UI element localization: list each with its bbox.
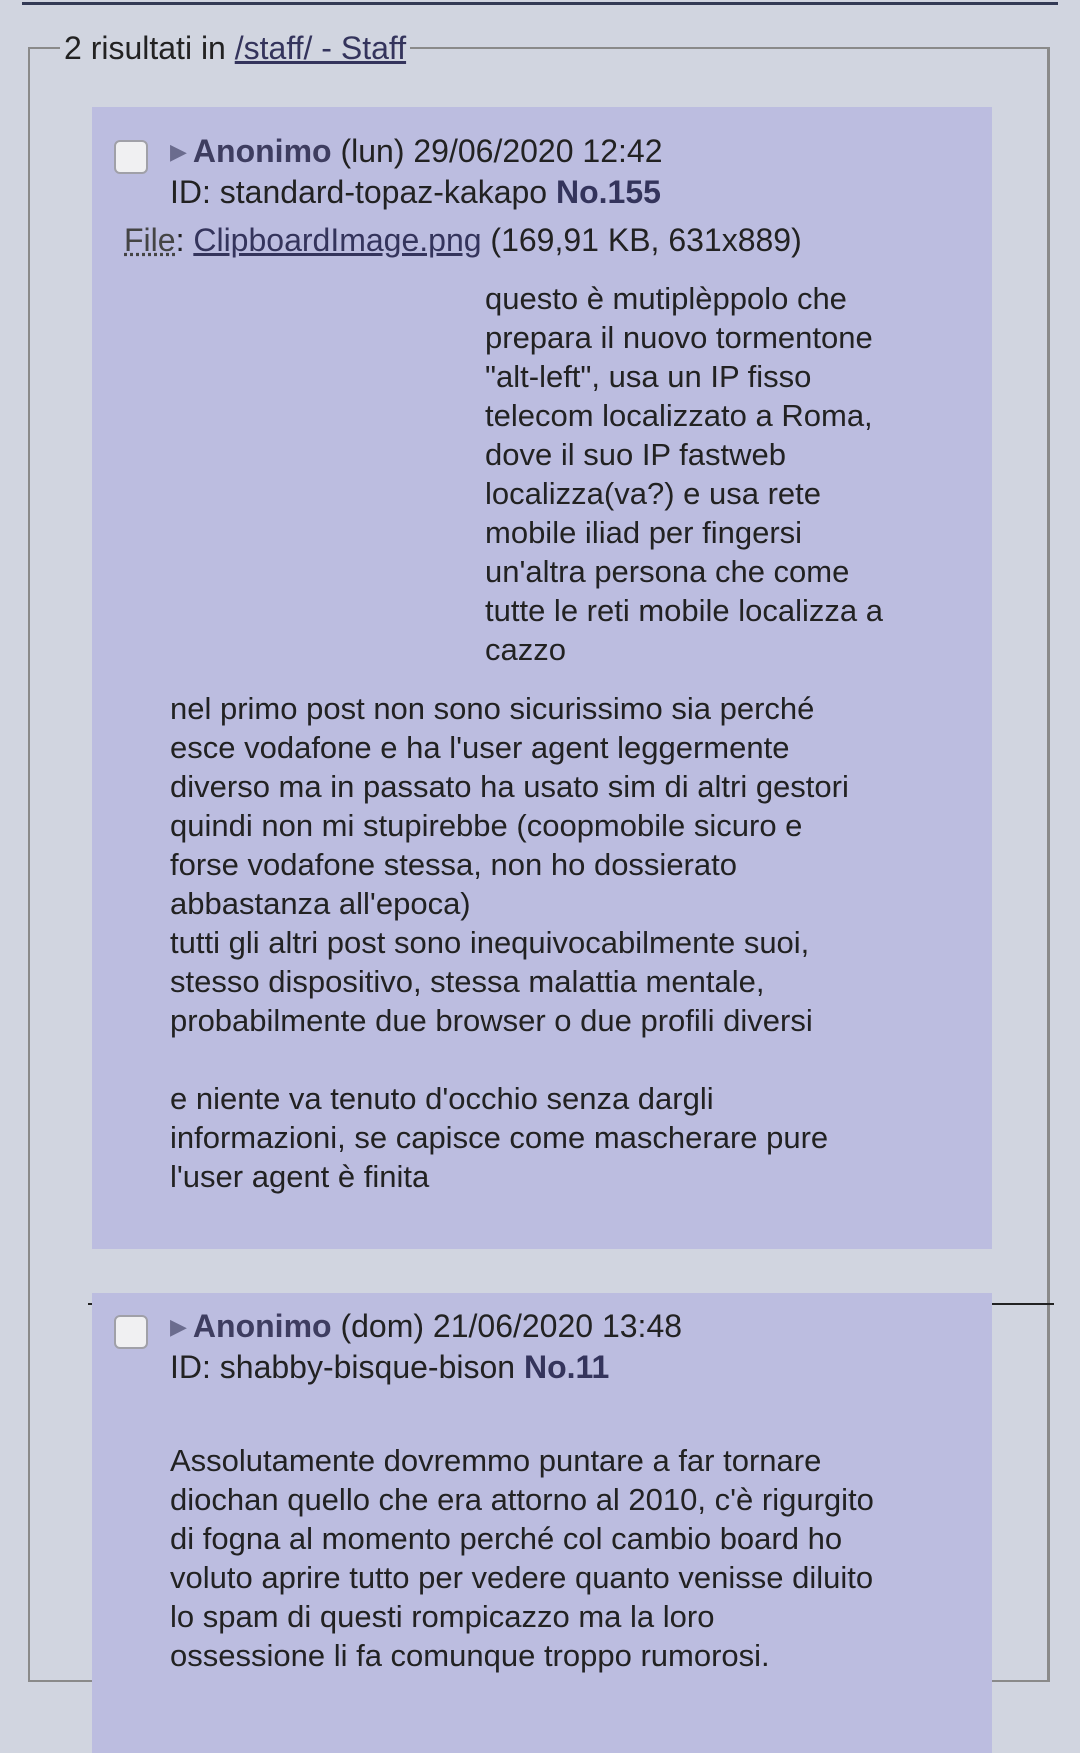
post-date: (dom) 21/06/2020 13:48 (340, 1308, 683, 1344)
post-number-link[interactable]: No.155 (555, 174, 661, 210)
post-header (170, 1306, 682, 1388)
post-body-float: questo è mutiplèppolo che prepara il nuovo tormentone "alt-left", usa un IP fisso telecom localizzato a Roma, dove il suo IP fastweb localizza(va?) e usa rete mobile iliad per fingersi un'altra persona che come tutte le reti mobile localizza a cazzo (485, 281, 884, 667)
post-date: (lun) 29/06/2020 12:42 (340, 133, 663, 169)
post-select-checkbox[interactable] (114, 140, 148, 174)
post-header-line (170, 131, 662, 172)
poster-id: ID: shabby-bisque-bison (170, 1349, 516, 1385)
file-label: File (124, 222, 176, 258)
file-info (124, 222, 802, 259)
post-id-line (170, 1347, 682, 1388)
post-11 (92, 1293, 992, 1753)
file-separator: : (175, 222, 194, 258)
post-id-line (170, 172, 662, 213)
file-link[interactable]: ClipboardImage.png (193, 222, 482, 258)
image-thumbnail[interactable] (124, 275, 454, 735)
results-count: 2 risultati in (64, 30, 235, 66)
board-link[interactable]: /staff/ - Staff (234, 30, 407, 66)
search-results (28, 32, 1050, 1682)
post-body: Assolutamente dovremmo puntare a far tornare diochan quello che era attorno al 2010, c'è rigurgito di fogna al momento perché col cambio board ho voluto aprire tutto per vedere quanto venisse diluito lo spam di questi rompicazzo ma la loro ossessione li fa comunque troppo rumorosi. (170, 1443, 874, 1673)
poster-name: Anonimo (192, 1308, 332, 1344)
top-divider (22, 2, 1058, 5)
expand-triangle-icon[interactable]: ▶ (170, 1314, 187, 1339)
file-meta: (169,91 KB, 631x889) (481, 222, 802, 258)
post-number-link[interactable]: No.11 (523, 1349, 610, 1385)
poster-name: Anonimo (192, 133, 332, 169)
expand-triangle-icon[interactable]: ▶ (170, 139, 187, 164)
post-header-line (170, 1306, 682, 1347)
post-155 (92, 107, 992, 1249)
post-header (170, 131, 662, 213)
post-select-checkbox[interactable] (114, 1315, 148, 1349)
poster-id: ID: standard-topaz-kakapo (170, 174, 548, 210)
results-legend (60, 32, 410, 64)
post-body: nel primo post non sono sicurissimo sia perché esce vodafone e ha l'user agent leggermente diverso ma in passato ha usato sim di altri gestori quindi non mi stupirebbe (coopmobile sicuro e forse vodafone stessa, non ho dossierato abbastanza all'epoca) tutti gli altri post sono inequivocabilmente suoi, stesso dispositivo, stessa malattia mentale, probabilmente due browser o due profili diversi e niente va tenuto d'occhio senza dargli informazioni, se capisce come mascherare pure l'user agent è finita (170, 691, 849, 1194)
